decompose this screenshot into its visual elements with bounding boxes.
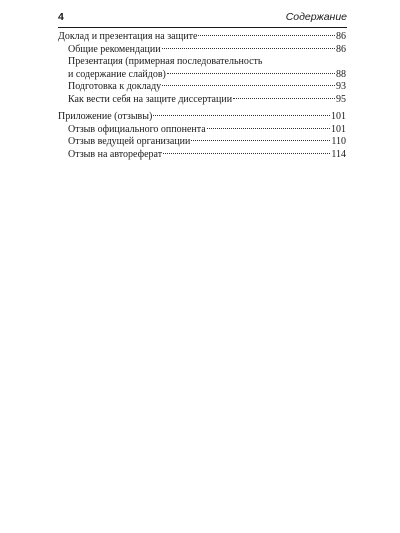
toc-entry-page: 93	[336, 81, 346, 92]
table-of-contents	[58, 31, 346, 161]
toc-entry-page: 88	[336, 68, 346, 80]
toc-entry-chapter	[58, 31, 346, 44]
toc-entry-page: 110	[331, 136, 346, 147]
toc-section	[58, 31, 346, 106]
dot-leader	[153, 115, 330, 116]
toc-entry-page: 86	[336, 31, 346, 42]
dot-leader	[233, 98, 335, 99]
toc-entry	[58, 44, 346, 57]
toc-entry-title: Отзыв официального оппонента	[68, 123, 206, 135]
toc-entry	[58, 94, 346, 107]
dot-leader	[162, 85, 335, 86]
dot-leader	[162, 48, 335, 49]
toc-entry-page: 86	[336, 43, 346, 55]
toc-entry-page: 101	[331, 123, 346, 135]
toc-entry-page: 95	[336, 93, 346, 105]
toc-entry	[58, 124, 346, 137]
toc-entry-title: Приложение (отзывы)	[58, 111, 153, 122]
toc-entry-title: Общие рекомендации	[68, 43, 161, 55]
toc-entry-title: Подготовка к докладу	[68, 81, 162, 92]
toc-entry-title-line1: Презентация (примерная последовательность	[68, 56, 263, 67]
page-number: 4	[58, 11, 64, 23]
dot-leader	[198, 35, 335, 36]
dot-leader	[207, 128, 330, 129]
header-rule	[58, 27, 347, 28]
toc-entry	[58, 81, 346, 94]
toc-entry	[58, 69, 346, 82]
toc-entry-title: Отзыв ведущей организации	[68, 136, 191, 147]
toc-entry-page: 101	[331, 111, 346, 122]
toc-section	[58, 111, 346, 161]
toc-entry	[58, 149, 346, 162]
toc-entry	[58, 136, 346, 149]
dot-leader	[191, 140, 330, 141]
toc-entry-title: и содержание слайдов)	[68, 68, 166, 80]
toc-entry-title: Отзыв на автореферат	[68, 148, 163, 160]
dot-leader	[167, 73, 335, 74]
toc-entry-page: 114	[331, 148, 346, 160]
toc-entry-title: Как вести себя на защите диссертации	[68, 93, 233, 105]
running-head-title: Содержание	[285, 11, 347, 23]
running-head	[58, 11, 347, 27]
toc-entry-chapter	[58, 111, 346, 124]
toc-entry-title: Доклад и презентация на защите	[58, 31, 198, 42]
dot-leader	[163, 153, 330, 154]
